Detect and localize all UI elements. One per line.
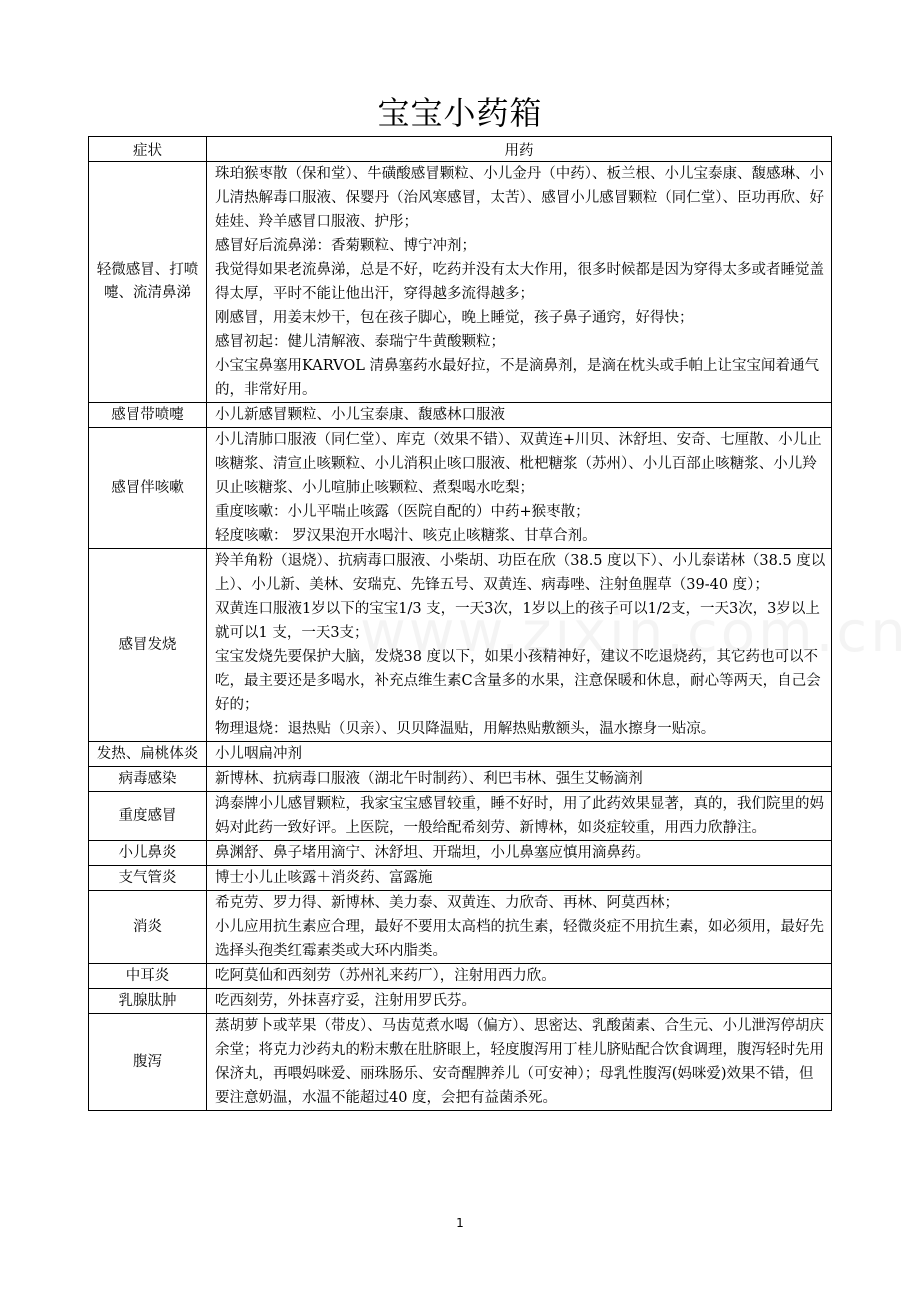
table-row [89,162,832,403]
header-medicine: 用药 [207,137,832,162]
medicine-line: 羚羊角粉（退烧）、抗病毒口服液、小柴胡、功臣在欣（38.5 度以下）、小儿泰诺林（38.5 度以上）、小儿新、美林、安瑞克、先锋五号、双黄连、病毒唑、注射鱼腥草（39-40 度）； [215,553,826,593]
symptom-cell: 中耳炎 [89,964,207,989]
table-row [89,866,832,891]
table-row [89,792,832,841]
medicine-line: 双黄连口服液1岁以下的宝宝1/3 支，一天3次，1岁以上的孩子可以1/2支，一天3次，3岁以上就可以1 支，一天3支； [215,601,820,641]
table-row [89,428,832,549]
symptom-cell: 轻微感冒、打喷嚏、流清鼻涕 [89,162,207,403]
medicine-line: 重度咳嗽：小儿平喘止咳露（医院自配的）中药+猴枣散； [215,504,590,520]
table-row [89,964,832,989]
medicine-line: 蒸胡萝卜或苹果（带皮）、马齿苋煮水喝（偏方）、思密达、乳酸菌素、合生元、小儿泄泻停胡庆余堂；将克力沙药丸的粉末敷在肚脐眼上，轻度腹泻用丁桂儿脐贴配合饮食调理，腹泻轻时先用保济丸，再喂妈咪爱、丽珠肠乐、安奇醒脾养儿（可安神）；母乳性腹泻(妈咪爱)效果不错，但要注意奶温，水温不能超过40 度，会把有益菌杀死。 [215,1018,824,1106]
symptom-cell: 重度感冒 [89,792,207,841]
medicine-cell [207,742,832,767]
table-header-row [89,137,832,162]
page-title: 宝宝小药箱 [377,94,543,132]
medicine-line: 小儿新感冒颗粒、小儿宝泰康、馥感林口服液 [215,407,505,423]
medicine-cell [207,162,832,403]
medicine-line: 珠珀猴枣散（保和堂）、牛磺酸感冒颗粒、小儿金丹（中药）、板兰根、小儿宝泰康、馥感琳、小儿清热解毒口服液、保婴丹（治风寒感冒，太苦）、感冒小儿感冒颗粒（同仁堂）、臣功再欣、好娃娃、羚羊感冒口服液、护彤； [215,166,824,230]
medicine-line: 感冒好后流鼻涕：香菊颗粒、博宁冲剂； [215,238,476,254]
table-row [89,1014,832,1111]
medicine-cell [207,767,832,792]
medicine-cell [207,428,832,549]
medicine-cell [207,403,832,428]
medicine-cell [207,792,832,841]
table-row [89,989,832,1014]
medicine-line: 轻度咳嗽： 罗汉果泡开水喝汁、咳克止咳糖浆、甘草合剂。 [215,528,597,544]
table-row [89,891,832,964]
medicine-cell [207,964,832,989]
symptom-cell: 小儿鼻炎 [89,841,207,866]
table-row [89,742,832,767]
medicine-line: 小儿应用抗生素应合理，最好不要用太高档的抗生素，轻微炎症不用抗生素，如必须用，最好先选择头孢类红霉素类或大环内脂类。 [215,919,824,959]
symptom-cell: 支气管炎 [89,866,207,891]
medicine-line: 小儿清肺口服液（同仁堂）、库克（效果不错）、双黄连+川贝、沐舒坦、安奇、七厘散、小儿止咳糖浆、清宣止咳颗粒、小儿消积止咳口服液、枇杷糖浆（苏州）、小儿百部止咳糖浆、小儿羚贝止咳糖浆、小儿喧肺止咳颗粒、煮梨喝水吃梨； [215,432,822,496]
table-row [89,841,832,866]
medicine-line: 我觉得如果老流鼻涕，总是不好，吃药并没有太大作用，很多时候都是因为穿得太多或者睡觉盖得太厚，平时不能让他出汗，穿得越多流得越多； [215,262,824,302]
symptom-cell: 腹泻 [89,1014,207,1111]
medicine-line: 吃阿莫仙和西刻劳（苏州礼来药厂），注射用西力欣。 [215,968,556,984]
medicine-cell [207,549,832,742]
symptom-cell: 感冒带喷嚏 [89,403,207,428]
medicine-line: 感冒初起：健儿清解液、泰瑞宁牛黄酸颗粒； [215,334,505,350]
header-symptom: 症状 [89,137,207,162]
table-row [89,403,832,428]
medicine-cell [207,866,832,891]
medicine-cell [207,989,832,1014]
medicine-line: 新博林、抗病毒口服液（湖北午时制药）、利巴韦林、强生艾畅滴剂 [215,771,643,787]
medicine-line: 刚感冒，用姜末炒干，包在孩子脚心，晚上睡觉，孩子鼻子通窍，好得快； [215,310,694,326]
table-body [89,162,832,1111]
medicine-cell [207,891,832,964]
medicine-line: 小儿咽扁冲剂 [215,746,302,762]
table-row [89,549,832,742]
medicine-line: 吃西刻劳，外抹喜疗妥，注射用罗氏芬。 [215,993,476,1009]
medicine-table [88,136,832,1111]
medicine-line: 宝宝发烧先要保护大脑，发烧38 度以下，如果小孩精神好，建议不吃退烧药，其它药也可以不吃，最主要还是多喝水，补充点维生素C含量多的水果，注意保暖和休息，耐心等两天，自己会好的； [215,649,821,713]
table-row [89,767,832,792]
symptom-cell: 感冒发烧 [89,549,207,742]
medicine-cell [207,1014,832,1111]
symptom-cell: 消炎 [89,891,207,964]
medicine-line: 鼻渊舒、鼻子堵用滴宁、沐舒坦、开瑞坦，小儿鼻塞应慎用滴鼻药。 [215,845,650,861]
medicine-cell [207,841,832,866]
medicine-line: 物理退烧：退热贴（贝亲）、贝贝降温贴，用解热贴敷额头，温水擦身一贴凉。 [215,721,716,737]
medicine-line: 小宝宝鼻塞用KARVOL 清鼻塞药水最好拉，不是滴鼻剂，是滴在枕头或手帕上让宝宝闻着通气的，非常好用。 [215,358,819,398]
symptom-cell: 感冒伴咳嗽 [89,428,207,549]
medicine-line: 鸿泰牌小儿感冒颗粒，我家宝宝感冒较重，睡不好时，用了此药效果显著，真的，我们院里的妈妈对此药一致好评。上医院，一般给配希刻劳、新博林，如炎症较重，用西力欣静注。 [215,796,824,836]
symptom-cell: 发热、扁桃体炎 [89,742,207,767]
medicine-line: 博士小儿止咳露＋消炎药、富露施 [215,870,433,886]
symptom-cell: 病毒感染 [89,767,207,792]
page-number: 1 [456,1216,464,1230]
medicine-line: 希克劳、罗力得、新博林、美力泰、双黄连、力欣奇、再林、阿莫西林； [215,895,679,911]
symptom-cell: 乳腺肽肿 [89,989,207,1014]
